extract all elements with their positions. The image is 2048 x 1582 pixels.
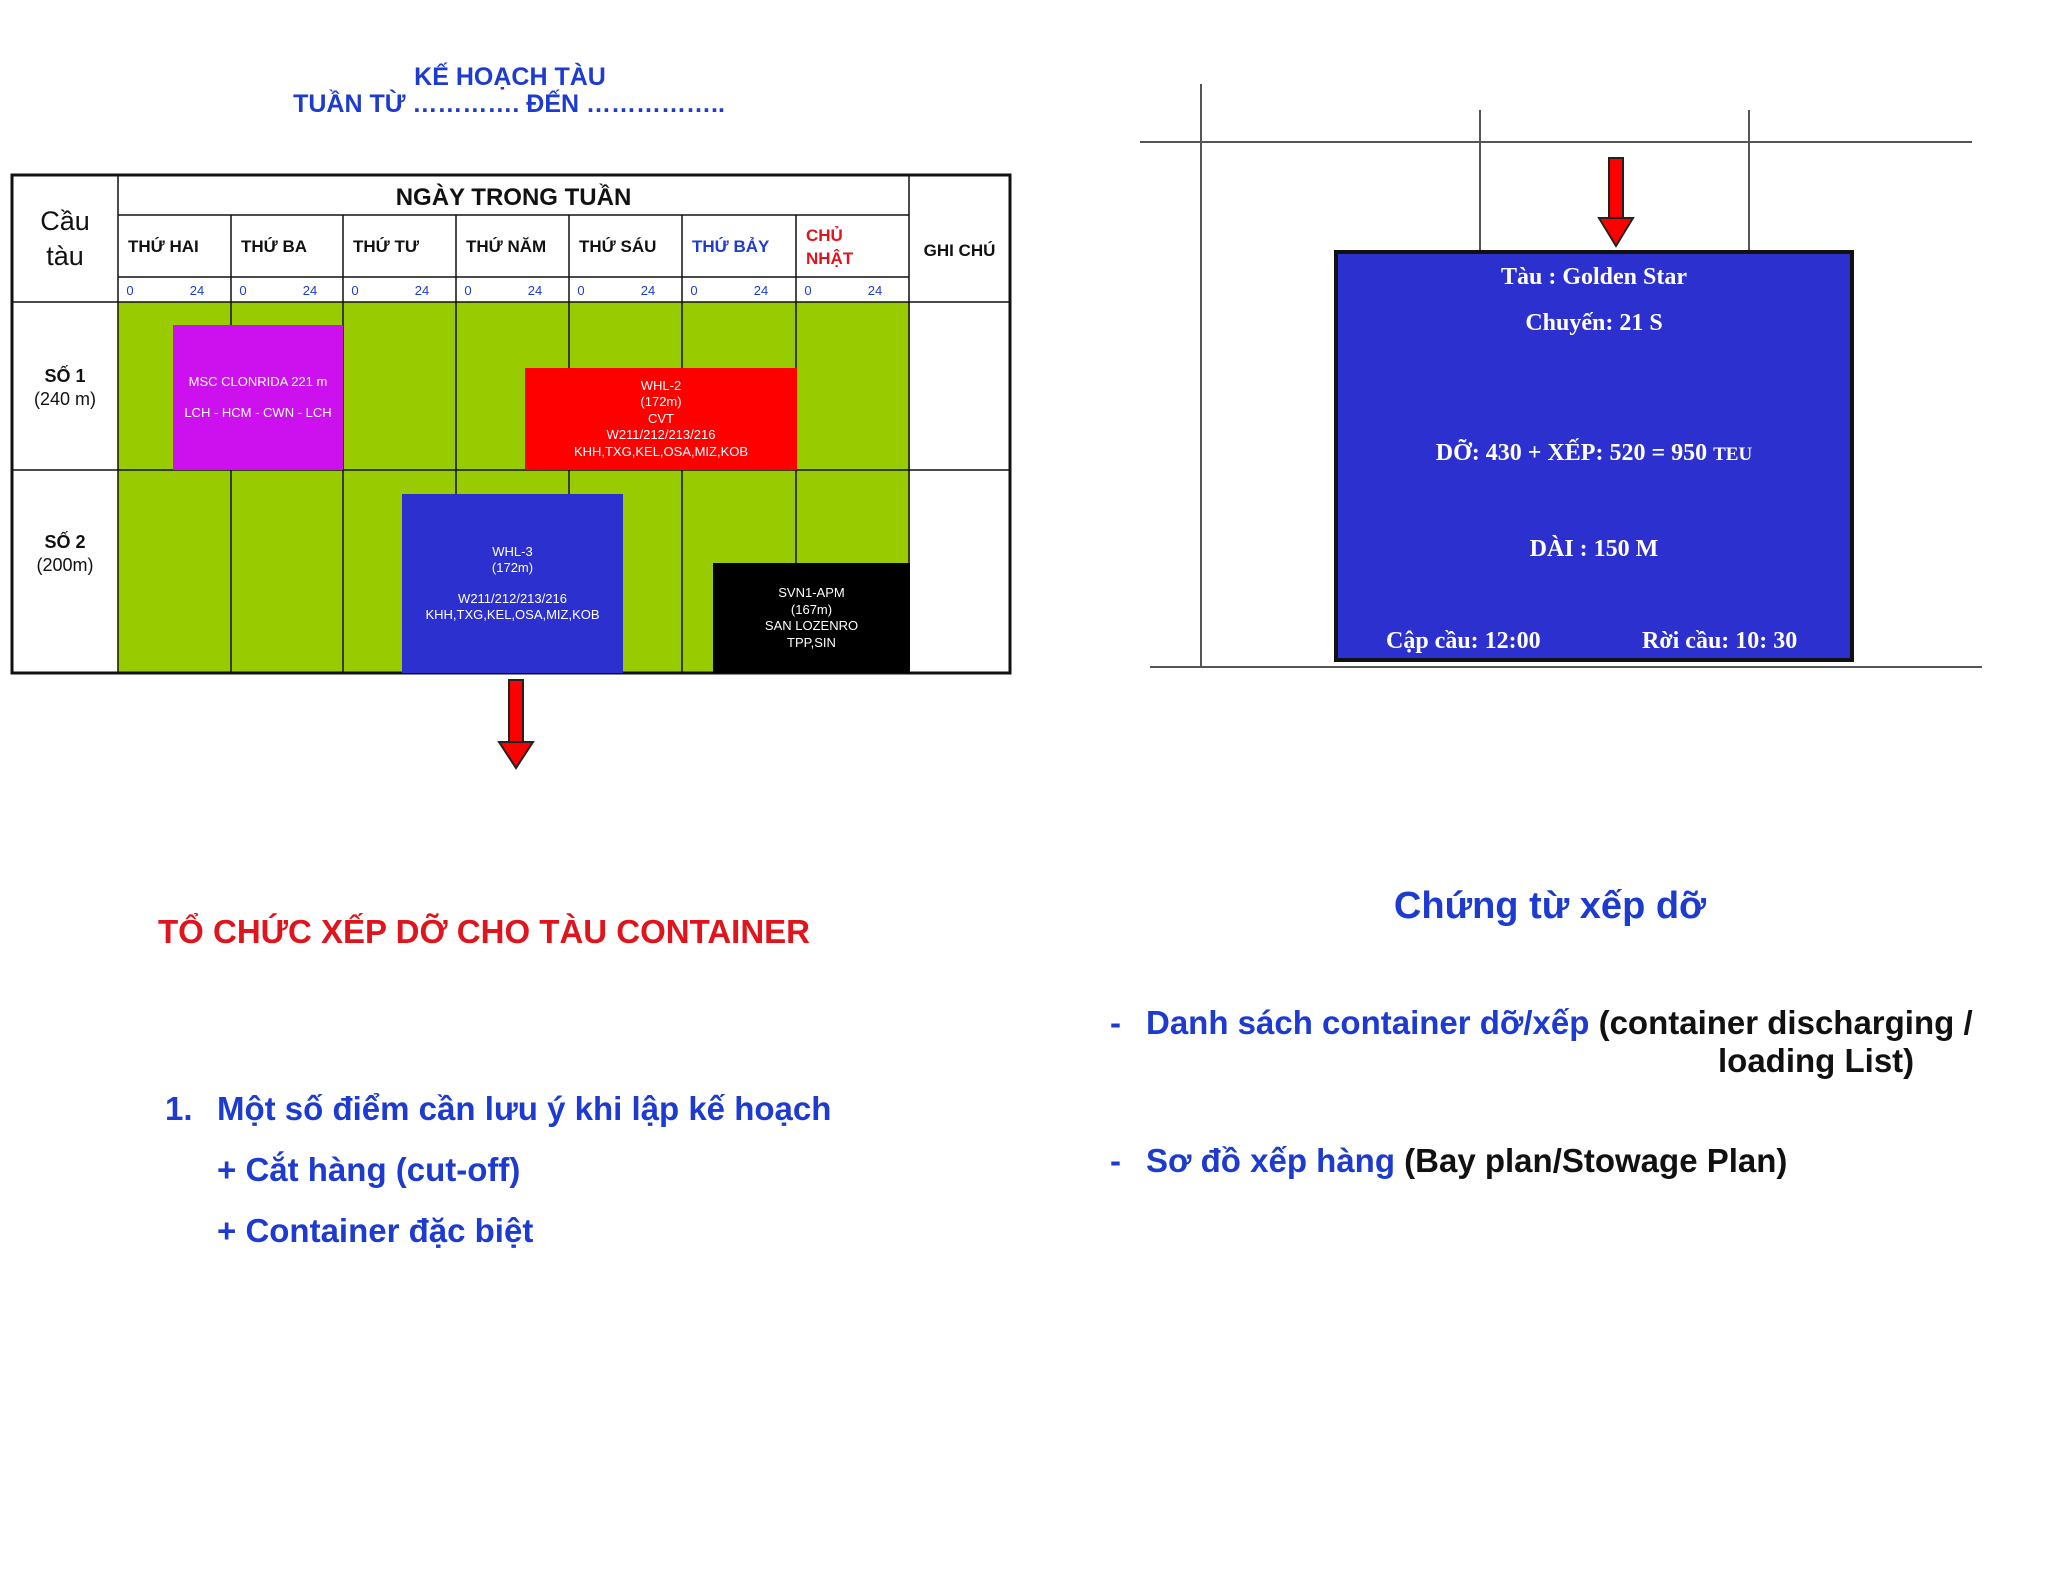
- hour-end-label: 24: [414, 283, 430, 298]
- down-arrow-icon: [1599, 158, 1633, 246]
- berth-length: (200m): [36, 555, 94, 575]
- hour-end-label: 24: [867, 283, 883, 298]
- notes-header: GHI CHÚ: [923, 241, 996, 260]
- vessel-text-line: SVN1-APM: [778, 585, 845, 600]
- hour-end-label: 24: [189, 283, 205, 298]
- vessel-text-line: WHL-2: [640, 377, 682, 393]
- berth-name: SỐ 2: [44, 532, 86, 552]
- hour-end-label: 24: [527, 283, 543, 298]
- vessel-text-line: W211/212/213/216: [458, 590, 567, 606]
- vessel-text-line: TPP,SIN: [787, 634, 836, 650]
- bullet-dash: -: [1110, 1004, 1121, 1041]
- bullet-dash: -: [1110, 1142, 1121, 1179]
- ship-volume-unit: TEU: [1713, 444, 1753, 465]
- hour-end-label: 24: [753, 283, 769, 298]
- ship-name: Tàu : Golden Star: [1500, 264, 1688, 290]
- hour-start-label: 0: [239, 283, 247, 298]
- day-label: THỨ HAI: [128, 237, 199, 256]
- ship-voyage: Chuyến: 21 S: [1525, 310, 1663, 336]
- planning-notes: [165, 1090, 831, 1273]
- note-item: + Cắt hàng (cut-off): [217, 1151, 521, 1188]
- vessel-text-line: CVT: [648, 410, 674, 426]
- berth-name: SỐ 1: [44, 366, 86, 386]
- plan-title-line1: KẾ HOẠCH TÀU: [414, 63, 606, 91]
- ship-volume-value: DỠ: 430 + XẾP: 520 = 950: [1435, 440, 1708, 466]
- note-item: + Container đặc biệt: [217, 1212, 534, 1249]
- berth-length: (240 m): [33, 389, 97, 409]
- document-item-label: Sơ đồ xếp hàng: [1146, 1142, 1395, 1179]
- vessel-text-line: MSC CLONRIDA 221 m: [188, 374, 328, 389]
- vessel-text-line: LCH - HCM - CWN - LCH: [184, 404, 332, 420]
- section-heading: TỔ CHỨC XẾP DỠ CHO TÀU CONTAINER: [158, 913, 810, 950]
- vessel-text-line: SAN LOZENRO: [764, 618, 859, 633]
- hour-end-label: 24: [640, 283, 656, 298]
- hour-end-label: 24: [302, 283, 318, 298]
- berth-header: tàu: [46, 241, 84, 271]
- days-header: NGÀY TRONG TUẦN: [395, 184, 632, 211]
- berth-header: Cầu: [40, 206, 90, 236]
- document-item-detail: (Bay plan/Stowage Plan): [1404, 1142, 1788, 1179]
- ship-unberthing-time: Rời cầu: 10: 30: [1642, 628, 1798, 654]
- hour-start-label: 0: [351, 283, 359, 298]
- document-item-bayplan: [1110, 1142, 1787, 1180]
- ship-info-box: [1334, 250, 1854, 662]
- documents-title: Chứng từ xếp dỡ: [1393, 885, 1707, 927]
- vessel-text-line: (172m): [491, 560, 534, 575]
- day-label: THỨ BA: [241, 237, 308, 256]
- ship-length: DÀI : 150 M: [1529, 536, 1659, 562]
- notes-number: 1.: [165, 1090, 193, 1127]
- document-item-detail: (container discharging /: [1598, 1004, 1973, 1041]
- ship-berthing-time: Cập cầu: 12:00: [1386, 628, 1541, 654]
- hour-start-label: 0: [804, 283, 812, 298]
- hour-start-label: 0: [464, 283, 472, 298]
- vessel-text-line: W211/212/213/216: [606, 427, 716, 443]
- vessel-text-line: KHH,TXG,KEL,OSA,MIZ,KOB: [425, 607, 600, 622]
- day-label: NHẬT: [806, 249, 854, 268]
- day-label: CHỦ: [806, 226, 843, 245]
- day-label: THỨ TƯ: [353, 237, 419, 256]
- vessel-text-line: WHL-3: [492, 543, 533, 559]
- vessel-text-line: KHH,TXG,KEL,OSA,MIZ,KOB: [573, 443, 749, 459]
- hour-start-label: 0: [126, 283, 134, 298]
- notes-title: Một số điểm cần lưu ý khi lập kế hoạch: [217, 1090, 832, 1127]
- document-item-list: [1110, 1004, 1973, 1080]
- hour-start-label: 0: [577, 283, 585, 298]
- day-label: THỨ SÁU: [579, 237, 657, 256]
- hour-start-label: 0: [690, 283, 698, 298]
- vessel-text-line: (167m): [790, 601, 833, 617]
- document-item-detail-cont: loading List): [1718, 1042, 1915, 1079]
- day-label: THỨ NĂM: [466, 237, 547, 256]
- document-item-label: Danh sách container dỡ/xếp: [1146, 1004, 1590, 1041]
- vessel-text-line: (172m): [640, 394, 682, 410]
- ship-volume: [1338, 440, 1850, 467]
- plan-title-line2: TUẦN TỪ …………. ĐẾN ……………..: [293, 90, 725, 118]
- day-label: THỨ BẢY: [692, 237, 770, 256]
- notes-title-row: [165, 1090, 831, 1151]
